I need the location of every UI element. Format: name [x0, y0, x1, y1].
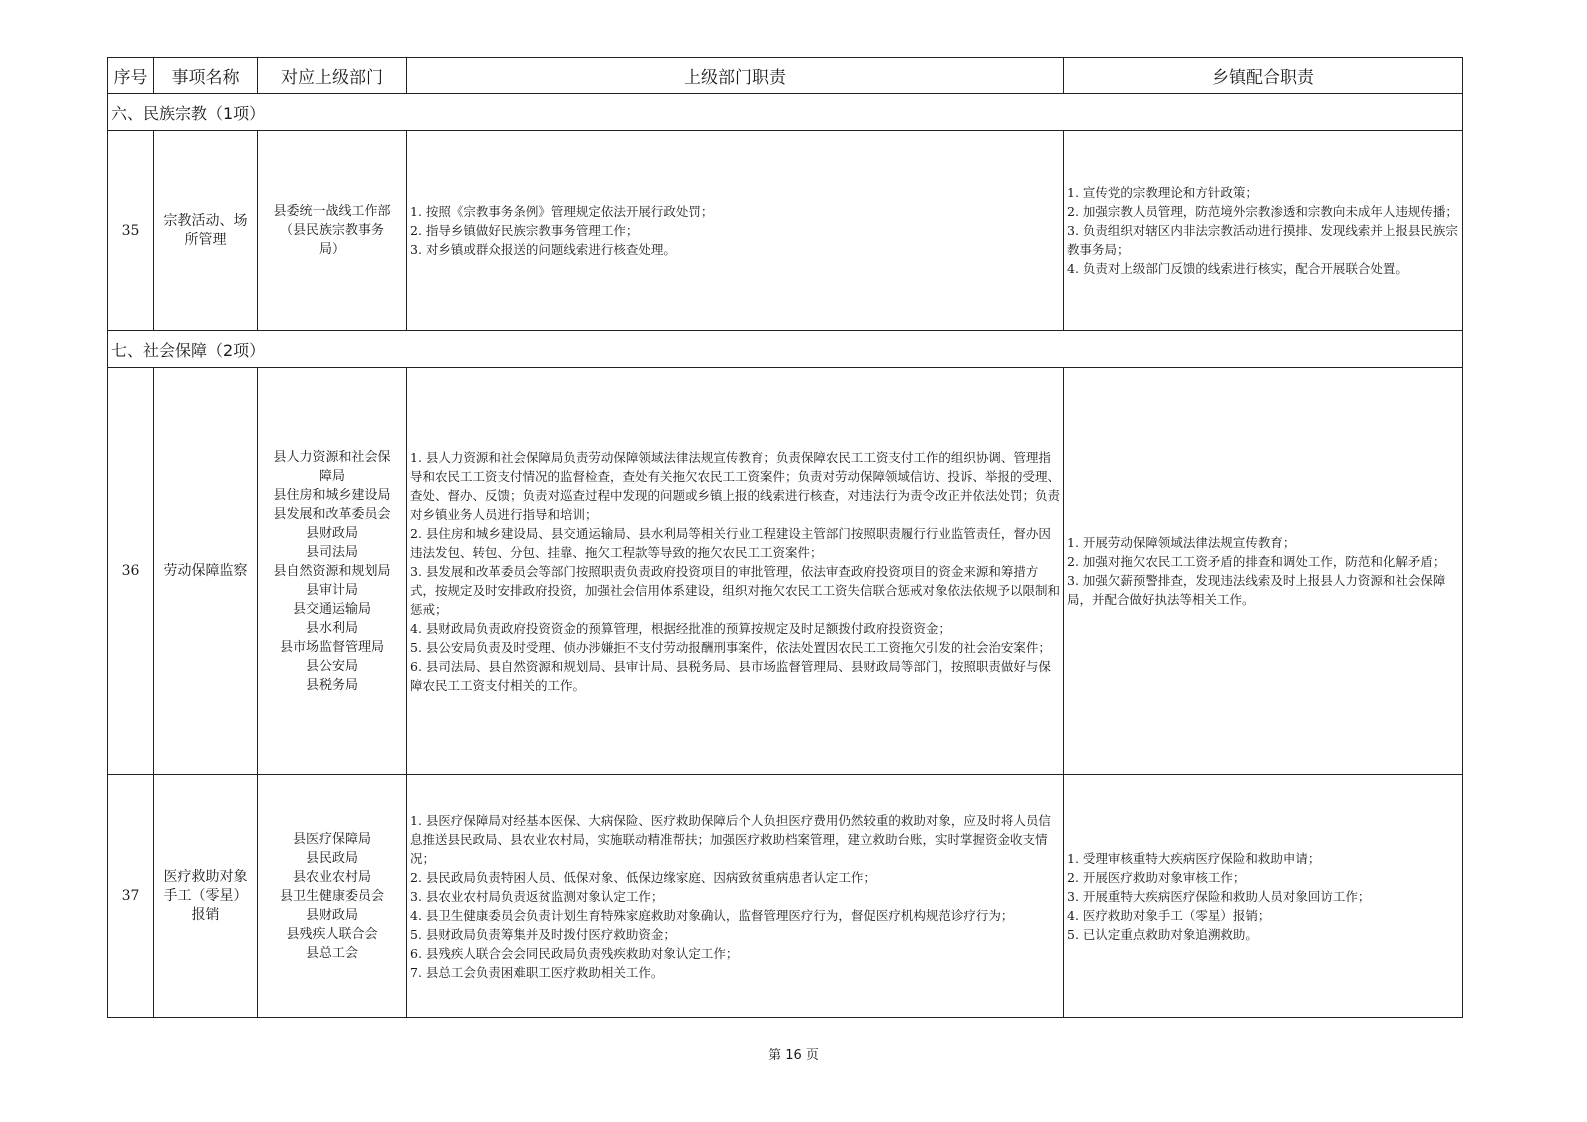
duty-item: 1. 县医疗保障局对经基本医保、大病保险、医疗救助保障后个人负担医疗费用仍然较重的救助对象，应及时将人员信息推送县民政局、县农业农村局，实施联动精准帮扶；加强医疗救助档案管理，建立救助台账，实时掌握资金收支情况；	[410, 812, 1051, 866]
dept-line: 县水利局	[305, 620, 358, 636]
dept-line: 县交通运输局	[292, 601, 371, 617]
header-dept: 对应上级部门	[258, 58, 407, 94]
section-title: 七、社会保障（2项）	[108, 331, 1463, 368]
duty-item: 3. 开展重特大疾病医疗保险和救助人员对象回访工作；	[1067, 888, 1371, 904]
row-number: 37	[108, 775, 154, 1018]
dept-list	[258, 131, 407, 331]
header-seq: 序号	[108, 58, 154, 94]
duty-item: 3. 对乡镇或群众报送的问题线索进行核查处理。	[410, 242, 676, 257]
duty-item: 6. 县残疾人联合会会同民政局负责残疾救助对象认定工作；	[410, 945, 739, 961]
duty-item: 2. 指导乡镇做好民族宗教事务管理工作；	[410, 223, 639, 238]
dept-line: 县人力资源和社会保	[273, 449, 391, 465]
item-name	[154, 368, 258, 775]
section-title: 六、民族宗教（1项）	[108, 94, 1463, 131]
header-row	[108, 58, 1463, 94]
item-name-line: 医疗救助对象	[163, 868, 248, 885]
duty-item: 2. 加强对拖欠农民工工资矛盾的排查和调处工作，防范和化解矛盾；	[1067, 554, 1446, 569]
duty-item: 4. 县财政局负责政府投资资金的预算管理，根据经批准的预算按规定及时足额拨付政府投资资金；	[410, 620, 951, 636]
dept-line: 局）	[318, 242, 345, 257]
duty-item: 2. 县住房和城乡建设局、县交通运输局、县水利局等相关行业工程建设主管部门按照职责履行行业监管责任，督办因违法发包、转包、分包、挂靠、拖欠工程款等导致的拖欠农民工工资案件；	[410, 525, 1051, 560]
duty-item: 2. 县民政局负责特困人员、低保对象、低保边缘家庭、因病致贫重病患者认定工作；	[410, 869, 876, 885]
duty-item: 6. 县司法局、县自然资源和规划局、县审计局、县税务局、县市场监督管理局、县财政局等部门，按照职责做好与保障农民工工资支付相关的工作。	[410, 658, 1051, 693]
page-number: 第 16 页	[768, 1048, 819, 1063]
duty-item: 1. 受理审核重特大疾病医疗保险和救助申请；	[1067, 850, 1321, 866]
header-upper-duty: 上级部门职责	[407, 58, 1064, 94]
duty-item: 4. 医疗救助对象手工（零星）报销；	[1067, 907, 1271, 923]
item-name	[154, 775, 258, 1018]
header-town-duty: 乡镇配合职责	[1064, 58, 1463, 94]
upper-duty-cell	[407, 131, 1064, 331]
item-name-line: 报销	[191, 906, 220, 923]
duty-item: 3. 负责组织对辖区内非法宗教活动进行摸排、发现线索并上报县民族宗教事务局；	[1067, 223, 1458, 257]
responsibility-table	[107, 57, 1463, 1018]
dept-line: 县税务局	[305, 677, 358, 693]
dept-line: 县住房和城乡建设局	[273, 487, 391, 503]
row-number: 36	[108, 368, 154, 775]
dept-line: （县民族宗教事务	[279, 223, 384, 238]
header-item: 事项名称	[154, 58, 258, 94]
item-name	[154, 131, 258, 331]
table-row	[108, 775, 1463, 1018]
item-name-line: 手工（零星）	[163, 887, 248, 904]
dept-line: 县农业农村局	[292, 869, 371, 885]
upper-duty-cell	[407, 775, 1064, 1018]
duty-item: 1. 县人力资源和社会保障局负责劳动保障领域法律法规宣传教育；负责保障农民工工资支付工作的组织协调、管理指导和农民工工资支付情况的监督检查，查处有关拖欠农民工工资案件；负责对劳动保障领域信访、投诉、举报的受理、查处、督办、反馈；负责对巡查过程中发现的问题或乡镇上报的线索进行核查，对违法行为责令改正并依法处罚；负责对乡镇业务人员进行指导和培训；	[410, 449, 1061, 522]
dept-line: 县市场监督管理局	[279, 639, 384, 655]
town-duty-cell	[1064, 368, 1463, 775]
duty-item: 5. 已认定重点救助对象追溯救助。	[1067, 926, 1258, 942]
duty-item: 1. 开展劳动保障领域法律法规宣传教育；	[1067, 535, 1296, 550]
item-name-line: 宗教活动、场	[163, 212, 248, 229]
dept-line: 县自然资源和规划局	[273, 563, 391, 579]
duty-item: 3. 县发展和改革委员会等部门按照职责负责政府投资项目的审批管理，依法审查政府投资项目的资金来源和筹措方式，按规定及时安排政府投资，加强社会信用体系建设，组织对拖欠农民工工资失信联合惩戒对象依法依规予以限制和惩戒；	[410, 563, 1061, 617]
dept-line: 县民政局	[305, 850, 358, 866]
upper-duty-cell	[407, 368, 1064, 775]
dept-list	[258, 775, 407, 1018]
item-name-line: 劳动保障监察	[163, 562, 248, 579]
duty-item: 2. 加强宗教人员管理，防范境外宗教渗透和宗教向未成年人违规传播；	[1067, 204, 1458, 219]
duty-item: 3. 县农业农村局负责返贫监测对象认定工作；	[410, 888, 664, 904]
dept-line: 县卫生健康委员会	[279, 888, 384, 904]
dept-line: 县委统一战线工作部	[273, 204, 391, 219]
dept-line: 县财政局	[305, 525, 358, 541]
dept-line: 县总工会	[305, 945, 358, 961]
duty-item: 4. 负责对上级部门反馈的线索进行核实，配合开展联合处置。	[1067, 261, 1408, 276]
table-row	[108, 131, 1463, 331]
duty-item: 4. 县卫生健康委员会负责计划生育特殊家庭救助对象确认，监督管理医疗行为，督促医疗机构规范诊疗行为；	[410, 907, 1014, 923]
duty-item: 5. 县财政局负责筹集并及时拨付医疗救助资金；	[410, 926, 676, 942]
section-row	[108, 94, 1463, 131]
town-duty-cell	[1064, 775, 1463, 1018]
duty-item: 2. 开展医疗救助对象审核工作；	[1067, 869, 1246, 885]
duty-item: 1. 按照《宗教事务条例》管理规定依法开展行政处罚；	[410, 204, 714, 219]
dept-line: 障局	[318, 468, 345, 484]
section-row	[108, 331, 1463, 368]
dept-line: 县财政局	[305, 907, 358, 923]
dept-line: 县发展和改革委员会	[273, 506, 391, 522]
dept-line: 县医疗保障局	[292, 831, 371, 847]
duty-item: 7. 县总工会负责困难职工医疗救助相关工作。	[410, 964, 664, 980]
duty-item: 5. 县公安局负责及时受理、侦办涉嫌拒不支付劳动报酬刑事案件，依法处置因农民工工资拖欠引发的社会治安案件；	[410, 639, 1051, 655]
row-number: 35	[108, 131, 154, 331]
dept-line: 县审计局	[305, 582, 358, 598]
table-row	[108, 368, 1463, 775]
dept-line: 县司法局	[305, 544, 358, 560]
item-name-line: 所管理	[184, 231, 227, 248]
duty-item: 1. 宣传党的宗教理论和方针政策；	[1067, 185, 1258, 200]
duty-item: 3. 加强欠薪预警排查，发现违法线索及时上报县人力资源和社会保障局，并配合做好执法等相关工作。	[1067, 573, 1446, 607]
dept-line: 县残疾人联合会	[286, 926, 378, 942]
dept-line: 县公安局	[305, 658, 358, 674]
dept-list	[258, 368, 407, 775]
town-duty-cell	[1064, 131, 1463, 331]
